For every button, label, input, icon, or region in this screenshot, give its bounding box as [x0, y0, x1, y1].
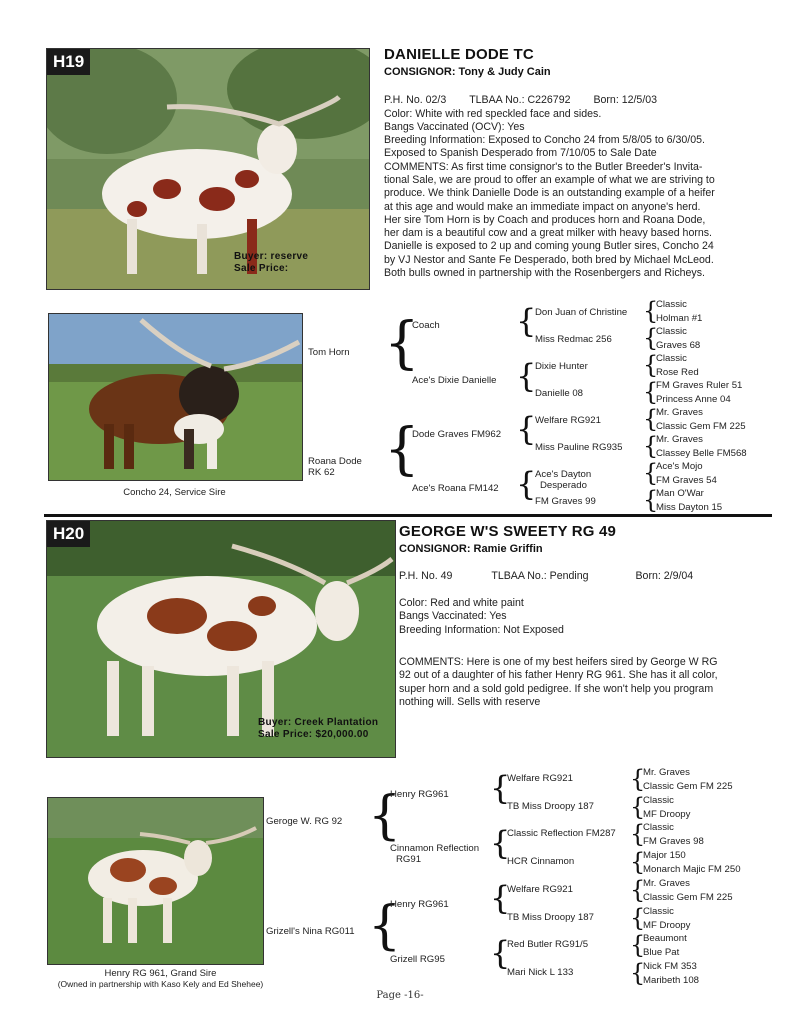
h20-ped-g4: [643, 906, 690, 931]
section-divider: [44, 514, 772, 517]
ancestor: Classic Gem FM 225: [643, 892, 733, 903]
h20-details: [399, 597, 789, 637]
ancestor: Graves 68: [656, 340, 701, 351]
brace-icon: {: [490, 769, 511, 807]
h20-lot-badge: H20: [47, 521, 90, 547]
desc-line: her dam is a beautiful cow and a great milker with heavy based horns.: [384, 227, 712, 240]
ancestor: Classey Belle FM568: [656, 448, 747, 459]
h20-ped-dam: Grizell's Nina RG011: [266, 926, 355, 937]
comment-line: COMMENTS: Here is one of my best heifers sired by George W RG: [399, 656, 718, 668]
brace-icon: {: [516, 410, 537, 448]
h20-consignor: CONSIGNOR: Ramie Griffin: [399, 543, 543, 555]
h20-ped-g2: Henry RG961: [390, 899, 449, 910]
brace-icon: {: [643, 486, 659, 514]
ancestor: Blue Pat: [643, 947, 680, 958]
brace-icon: {: [643, 432, 659, 460]
h20-title: GEORGE W'S SWEETY RG 49: [399, 523, 617, 540]
h19-ped-g3: Welfare RG921: [535, 415, 601, 426]
comment-line: 92 out of a daughter of his father Henry RG 961. She has it all color,: [399, 669, 718, 682]
desc-line: Exposed to Spanish Desperado from 7/10/05 to Sale Date: [384, 147, 657, 160]
h19-ped-g4: [656, 461, 717, 486]
h19-ped-g4: [656, 380, 742, 405]
ancestor: Classic Gem FM 225: [643, 781, 733, 792]
h20-ped-g4: [643, 878, 733, 903]
brace-icon: {: [516, 465, 537, 503]
h20-ped-g2: [390, 843, 479, 865]
ancestor: Classic: [656, 299, 687, 310]
birth-date: Born: 2/9/04: [635, 570, 694, 582]
ancestor: Maribeth 108: [643, 975, 699, 986]
h19-photo: [46, 48, 370, 290]
brace-icon: {: [368, 786, 402, 846]
h20-ped-g4: [643, 767, 733, 792]
ancestor: Rose Red: [656, 367, 699, 378]
brace-icon: {: [643, 405, 659, 433]
h20-ids: [399, 570, 789, 583]
brace-icon: {: [516, 302, 537, 340]
h20-ped-g3: Welfare RG921: [507, 773, 573, 784]
ancestor: Miss Dayton 15: [656, 502, 723, 513]
caption-note: (Owned in partnership with Kaso Kely and Ed Shehee): [57, 979, 264, 989]
h20-ped-g3: TB Miss Droopy 187: [507, 912, 594, 923]
h20-ped-g4: [643, 933, 687, 958]
ancestor: Mr. Graves: [643, 878, 690, 889]
ancestor: Classic: [643, 906, 674, 917]
h20-ped-g4: [643, 961, 699, 986]
birth-date: Born: 12/5/03: [593, 94, 658, 106]
buyer-line: Buyer: reserve: [234, 251, 309, 262]
desc-line: COMMENTS: As first time consignor's to the Butler Breeder's Invita-: [384, 160, 703, 173]
h20-ped-g2: Grizell RG95: [390, 954, 445, 965]
h19-description: [384, 108, 784, 281]
ancestor: Monarch Majic FM 250: [643, 864, 741, 875]
desc-line: at this age and would make an immediate impact on anyone's herd.: [384, 200, 701, 213]
brace-icon: {: [630, 931, 646, 959]
dam-name: Roana Dode: [308, 456, 362, 467]
h19-ped-g2: Ace's Dixie Danielle: [412, 375, 497, 386]
ancestor: Classic: [656, 326, 687, 337]
h19-lot-badge: H19: [47, 49, 90, 75]
ancestor: Man O'War: [656, 488, 704, 499]
h19-ped-g4: [656, 299, 702, 324]
h20-ped-g4: [643, 795, 690, 820]
ancestor: MF Droopy: [643, 809, 691, 820]
desc-line: Both bulls owned in partnership with the Rosenbergers and Richeys.: [384, 267, 705, 280]
h20-ped-g3: Welfare RG921: [507, 884, 573, 895]
h20-ped-g3: HCR Cinnamon: [507, 856, 575, 867]
h19-ped-g4: [656, 434, 747, 459]
h19-consignor: CONSIGNOR: Tony & Judy Cain: [384, 66, 551, 78]
page-number: Page -16-: [376, 990, 424, 1001]
tlbaa-number: TLBAA No.: Pending: [491, 570, 589, 582]
brace-icon: {: [630, 765, 646, 793]
brace-icon: {: [490, 824, 511, 862]
ancestor: Major 150: [643, 850, 686, 861]
desc-line: Bangs Vaccinated (OCV): Yes: [384, 120, 525, 133]
h19-ped-g3: Miss Redmac 256: [535, 334, 612, 345]
ancestor: RG91: [396, 854, 422, 865]
brace-icon: {: [630, 820, 646, 848]
brace-icon: {: [630, 848, 646, 876]
sale-price-line: Sale Price: $20,000.00: [258, 729, 369, 740]
breeding-line: Breeding Information: Not Exposed: [399, 623, 564, 636]
h19-ped-g3: Desperado: [540, 480, 587, 491]
tlbaa-number: TLBAA No.: C226792: [469, 94, 571, 106]
ancestor: Nick FM 353: [643, 961, 697, 972]
h20-grandsire-photo: [47, 797, 264, 965]
bull-photo-image: [48, 798, 263, 964]
h20-ped-g3: Red Butler RG91/5: [507, 939, 589, 950]
h19-ped-g2: Coach: [412, 320, 440, 331]
brace-icon: {: [490, 879, 511, 917]
comment-line: super horn and a sold gold pedigree. If she won't help you program: [399, 682, 714, 695]
comment-line: nothing will. Sells with reserve: [399, 695, 541, 708]
brace-icon: {: [630, 793, 646, 821]
ancestor: MF Droopy: [643, 920, 691, 931]
h20-ped-g3: Mari Nick L 133: [507, 967, 574, 978]
dam-registration: RK 62: [308, 467, 335, 478]
brace-icon: {: [643, 378, 659, 406]
desc-line: tional Sale, we are proud to offer an example of what we are striving to: [384, 173, 715, 186]
desc-line: produce. We think Danielle Dode is an outstanding example of a heifer: [384, 187, 715, 200]
brace-icon: {: [384, 311, 420, 376]
h20-grandsire-caption: [28, 968, 293, 989]
brace-icon: {: [516, 357, 537, 395]
h20-ped-g3: TB Miss Droopy 187: [507, 801, 594, 812]
h19-ped-g4: [656, 488, 722, 513]
ancestor: Classic: [656, 353, 687, 364]
ancestor: Cinnamon Reflection: [390, 843, 480, 854]
h20-comments: [399, 656, 791, 709]
desc-line: Color: White with red speckled face and sides.: [384, 107, 602, 120]
ancestor: FM Graves 54: [656, 475, 717, 486]
h19-ped-g3: Ace's Dayton: [535, 469, 592, 480]
brace-icon: {: [630, 904, 646, 932]
desc-line: Her sire Tom Horn is by Coach and produces horn and Roana Dode,: [384, 213, 706, 226]
sale-price-line: Sale Price:: [234, 263, 289, 274]
brace-icon: {: [630, 876, 646, 904]
h19-sire-caption: Concho 24, Service Sire: [123, 487, 226, 498]
ancestor: Mr. Graves: [656, 434, 703, 445]
ancestor: FM Graves 98: [643, 836, 704, 847]
h19-ped-g3: Dixie Hunter: [535, 361, 588, 372]
h20-buyer-info: [258, 717, 378, 741]
ph-number: P.H. No. 49: [399, 570, 453, 582]
h19-ped-dam: [308, 456, 362, 478]
h20-ped-g2: Henry RG961: [390, 789, 449, 800]
buyer-line: Buyer: Creek Plantation: [258, 717, 379, 728]
h20-ped-g3: Classic Reflection FM287: [507, 828, 616, 839]
h19-title: DANIELLE DODE TC: [384, 46, 534, 63]
brace-icon: {: [643, 351, 659, 379]
desc-line: Breeding Information: Exposed to Concho 24 from 5/8/05 to 6/30/05.: [384, 134, 705, 147]
h19-ped-g4: [656, 407, 746, 432]
h20-ped-sire: Geroge W. RG 92: [266, 816, 343, 827]
ancestor: Ace's Mojo: [656, 461, 703, 472]
h19-sire-photo: [48, 313, 303, 481]
ancestor: Classic: [643, 795, 674, 806]
bangs-line: Bangs Vaccinated: Yes: [399, 610, 507, 623]
h19-ids: [384, 94, 784, 107]
h19-ped-g3: Miss Pauline RG935: [535, 442, 623, 453]
ancestor: Beaumont: [643, 933, 687, 944]
brace-icon: {: [384, 417, 420, 482]
h19-ped-g4: [656, 353, 699, 378]
h19-ped-sire: Tom Horn: [308, 347, 350, 358]
brace-icon: {: [490, 934, 511, 972]
h19-ped-g3: Danielle 08: [535, 388, 584, 399]
brace-icon: {: [643, 459, 659, 487]
h19-ped-g4: [656, 326, 700, 351]
ancestor: Classic: [643, 822, 674, 833]
h19-ped-g3: Don Juan of Christine: [535, 307, 628, 318]
ancestor: Mr. Graves: [643, 767, 690, 778]
ancestor: Mr. Graves: [656, 407, 703, 418]
h19-ped-g2: Dode Graves FM962: [412, 429, 502, 440]
h20-ped-g4: [643, 822, 704, 847]
ancestor: Classic Gem FM 225: [656, 421, 746, 432]
brace-icon: {: [643, 324, 659, 352]
brace-icon: {: [643, 297, 659, 325]
desc-line: Danielle is exposed to 2 up and coming young Butler sires, Concho 24: [384, 240, 714, 253]
ph-number: P.H. No. 02/3: [384, 94, 447, 106]
bull-photo-image: [49, 314, 302, 480]
brace-icon: {: [368, 896, 402, 956]
desc-line: by VJ Nestor and Sante Fe Desperado, both bred by Michael McLeod.: [384, 253, 714, 266]
h20-photo: [46, 520, 396, 758]
ancestor: FM Graves Ruler 51: [656, 380, 743, 391]
caption-title: Henry RG 961, Grand Sire: [104, 968, 217, 979]
h20-ped-g4: [643, 850, 741, 875]
ancestor: Princess Anne 04: [656, 394, 731, 405]
brace-icon: {: [630, 959, 646, 987]
h19-ped-g3: FM Graves 99: [535, 496, 596, 507]
ancestor: Holman #1: [656, 313, 703, 324]
color-line: Color: Red and white paint: [399, 597, 524, 609]
h19-ped-g2: Ace's Roana FM142: [412, 483, 499, 494]
h19-buyer-info: [234, 251, 308, 275]
heifer-photo-image: [47, 49, 369, 289]
